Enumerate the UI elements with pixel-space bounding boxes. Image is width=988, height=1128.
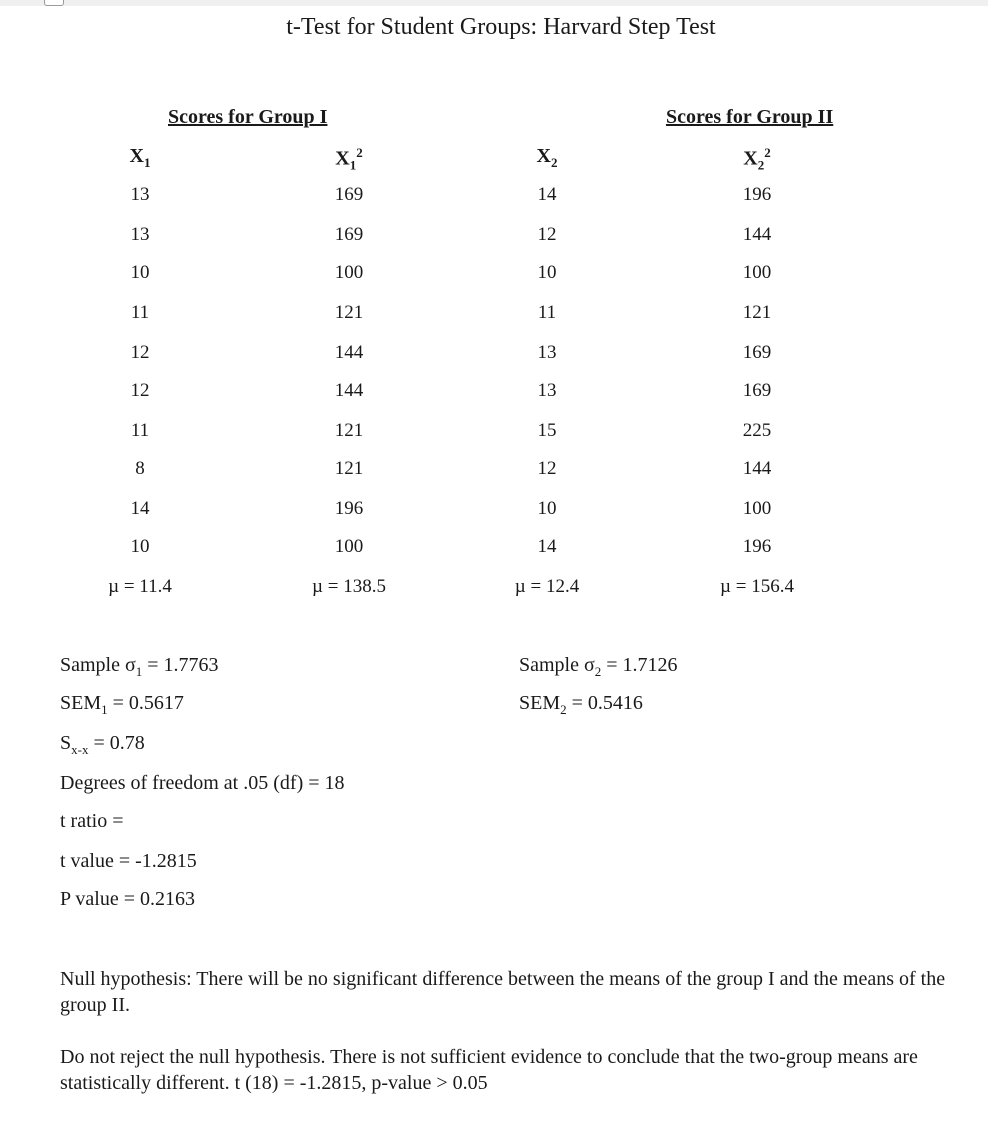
table-cell: 196 [334, 498, 364, 519]
table-cell: 14 [537, 536, 557, 557]
table-cell: 14 [130, 498, 150, 519]
table-cell: 169 [334, 224, 364, 245]
table-cell: 100 [334, 262, 364, 283]
column-mean: µ = 12.4 [514, 576, 580, 597]
table-cell: 144 [742, 224, 772, 245]
column-header-x2-squared: $X_2^2$ [743, 145, 771, 173]
table-cell: 11 [130, 420, 150, 441]
table-cell: 121 [334, 420, 364, 441]
table-cell: 14 [537, 184, 557, 205]
table-cell: 12 [537, 224, 557, 245]
table-cell: 10 [537, 498, 557, 519]
table-cell: 13 [537, 380, 557, 401]
table-cell: 196 [742, 536, 772, 557]
table-cell: 225 [742, 420, 772, 441]
sample-sigma2: Sample $\sigma_2 = 1.7126$ [519, 654, 678, 679]
table-cell: 11 [537, 302, 557, 323]
table-cell: 10 [130, 536, 150, 557]
table-cell: 15 [537, 420, 557, 441]
degrees-of-freedom: Degrees of freedom at .05 (df) = 18 [60, 772, 345, 794]
table-cell: 169 [742, 342, 772, 363]
table-cell: 13 [130, 224, 150, 245]
sem2: $SEM_2 = 0.5416$ [519, 692, 643, 717]
standard-error-difference: $S_{x-x} = 0.78$ [60, 732, 145, 757]
table-cell: 12 [130, 380, 150, 401]
table-cell: 13 [130, 184, 150, 205]
table-cell: 121 [742, 302, 772, 323]
top-bar [0, 0, 988, 6]
table-cell: 10 [537, 262, 557, 283]
table-cell: 169 [742, 380, 772, 401]
column-header-x2: $X_2$ [536, 145, 558, 170]
sample-sigma1: Sample $\sigma_1 = 1.7763$ [60, 654, 219, 679]
column-mean: µ = 156.4 [720, 576, 794, 597]
table-cell: 12 [537, 458, 557, 479]
table-cell: 100 [742, 498, 772, 519]
column-header-x1-squared: $X_1^2$ [335, 145, 363, 173]
null-hypothesis: Null hypothesis: There will be no significant difference between the means of the group I and the means of the group II. [60, 968, 946, 1016]
t-value: t value = -1.2815 [60, 850, 197, 872]
table-cell: 100 [334, 536, 364, 557]
group1-header: Scores for Group I [168, 106, 328, 128]
table-cell: 121 [334, 302, 364, 323]
page-title: t-Test for Student Groups: Harvard Step Test [286, 14, 716, 40]
table-cell: 12 [130, 342, 150, 363]
table-cell: 169 [334, 184, 364, 205]
table-cell: 144 [742, 458, 772, 479]
group2-header: Scores for Group II [666, 106, 834, 128]
table-cell: 121 [334, 458, 364, 479]
t-ratio: t ratio = [60, 810, 124, 832]
column-mean: µ = 11.4 [108, 576, 172, 597]
table-cell: 10 [130, 262, 150, 283]
sem1: $SEM_1 = 0.5617$ [60, 692, 184, 717]
table-cell: 13 [537, 342, 557, 363]
table-cell: 196 [742, 184, 772, 205]
table-cell: 8 [135, 458, 145, 479]
corner-handle [44, 0, 64, 6]
column-header-x1: $X_1$ [129, 145, 151, 170]
column-mean: µ = 138.5 [312, 576, 386, 597]
table-cell: 100 [742, 262, 772, 283]
conclusion: Do not reject the null hypothesis. There is not sufficient evidence to conclude that the two-group means are statistically different. t (18) = -1.2815, p-value > 0.05 [60, 1046, 918, 1094]
p-value: P value = 0.2163 [60, 888, 195, 910]
table-cell: 144 [334, 380, 364, 401]
table-cell: 11 [130, 302, 150, 323]
table-cell: 144 [334, 342, 364, 363]
